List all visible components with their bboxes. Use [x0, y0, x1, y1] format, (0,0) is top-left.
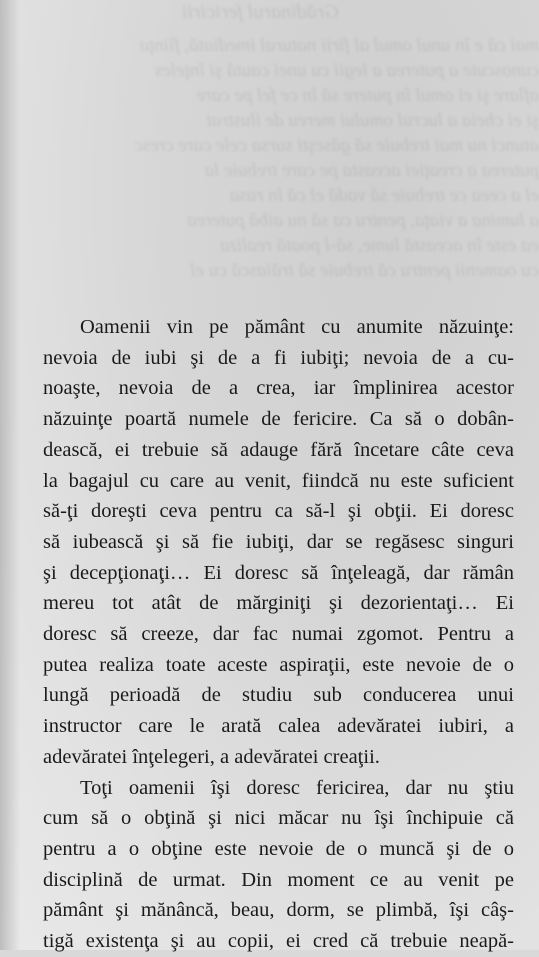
bleed-through-line: el a ceea ce trebuie să vadă el că în rasa	[229, 185, 539, 206]
bleed-through-line: ea este în această lume, să-l poată realiza	[219, 235, 539, 256]
bleed-through-text	[30, 0, 539, 320]
text-line: pământ şi mănâncă, beau, dorm, se plimbă, îşi câş-	[43, 899, 514, 922]
bleed-through-line: mai că e în unul omul al firii natural imediată, fiinţa	[139, 35, 539, 56]
bleed-through-line: aflare şi ei omul în putere să în ce fel pe care	[196, 85, 539, 106]
text-line: disciplină de urmat. Din moment ce au venit pe	[43, 868, 514, 891]
text-line: la bagajul cu care au venit, fiindcă nu este suficient	[43, 469, 514, 492]
body-text	[43, 312, 514, 957]
text-line: doresc să creeze, dar fac numai zgomot. Pentru a	[43, 623, 514, 646]
text-line: năzuinţe poartă numele de fericire. Ca să o dobân-	[43, 408, 514, 431]
bleed-through-line: cunoscute a puterea a legii cu unei caută şi înţeles	[155, 60, 539, 81]
text-line: Toţi oamenii îşi doresc fericirea, dar nu ştiu	[80, 776, 514, 799]
text-line: pentru a o obţine este nevoie de o muncă şi de o	[43, 837, 514, 860]
text-line: nevoia de iubi şi de a fi iubiţi; nevoia de a cu-	[43, 346, 514, 369]
bleed-through-line: cu oamenii pentru că trebuie să trăiască cu el	[190, 260, 539, 281]
text-line: dească, ei trebuie să adauge fără încetare câte ceva	[43, 438, 514, 461]
bleed-through-line: şi ei cheia a lucrul omului mereu de ilustrat	[206, 110, 539, 131]
bleed-through-line: puterea a creaţiei aceasta pe care trebuie la	[204, 160, 539, 181]
page-gutter-shadow	[0, 0, 20, 950]
text-line: instructor care le arată calea adevăratei iubiri, a	[43, 715, 514, 738]
text-line: cum să o obţină şi nici măcar nu îşi închipuie că	[43, 807, 514, 830]
bleed-through-line: atunci nu mai trebuie să găseşti sursa cele care cresc	[134, 135, 539, 156]
text-line: să-ţi doreşti ceva pentru ca să-l şi obţii. Ei doresc	[43, 500, 514, 523]
text-line: noaşte, nevoia de a crea, iar împlinirea acestor	[43, 377, 514, 400]
text-line: şi decepţionaţi… Ei doresc să înţeleagă, dar rămân	[43, 561, 514, 584]
text-line: mereu tot atât de mărginiţi şi dezorientaţi… Ei	[43, 592, 514, 615]
bleed-through-header: Grădinarul fericirii	[181, 1, 339, 23]
text-line: lungă perioadă de studiu sub conducerea unui	[43, 684, 514, 707]
paragraph-2	[43, 773, 514, 957]
text-line: putea realiza toate aceste aspiraţii, este nevoie de o	[43, 653, 514, 676]
paragraph-1	[43, 312, 514, 773]
text-line: să iubească şi să fie iubiţi, dar se regăsesc singuri	[43, 530, 514, 553]
text-line: Oamenii vin pe pământ cu anumite năzuinţe:	[80, 316, 514, 338]
text-line: tigă existenţa şi au copii, ei cred că trebuie neapă-	[43, 930, 514, 953]
text-line: adevăratei înţelegeri, a adevăratei creaţii.	[43, 745, 380, 768]
bleed-through-line: a lumina a viaţa, pentru ca să nu aibă puterea	[187, 210, 539, 231]
